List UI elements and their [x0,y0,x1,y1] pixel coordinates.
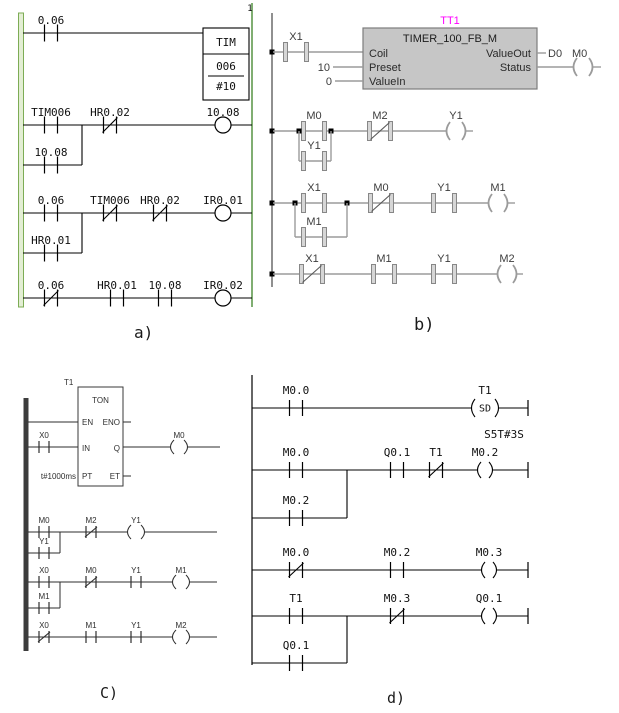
contact-label: Y1 [131,566,141,575]
contact-bar [302,122,306,141]
contact-bar [368,122,372,141]
ton-output-port: Q [113,444,120,453]
contact-label: X0 [39,621,49,630]
contact-label: M1 [376,253,392,265]
tim-operand: #10 [216,80,236,93]
contact-label: M0.0 [282,546,310,559]
contact-label: M0.2 [282,494,310,507]
output-coil [482,608,486,624]
annotation-text: t#1000ms [40,472,76,481]
sd-timer-coil [495,399,499,417]
fb-input-port: Preset [369,62,401,74]
coil-label: 10.08 [206,106,240,119]
contact-label: M2 [372,110,388,122]
contact-label: M2 [85,516,97,525]
contact-label: T1 [289,592,303,605]
contact-label: X0 [39,431,49,440]
output-coil [478,462,482,478]
contact-label: Y1 [39,537,49,546]
contact-label: M0.0 [282,446,310,459]
coil-label: M1 [490,182,506,194]
annotation-text: 0 [325,76,332,88]
output-coil [173,630,177,644]
output-coil [128,525,132,539]
diagram-b-fb-ladder [270,13,602,287]
coil-label: IR0.02 [203,279,243,292]
annotation-text: S5T#3S [484,428,524,441]
contact-label: M1 [306,216,322,228]
contact-label: X1 [307,182,321,194]
coil-label: T1 [478,384,492,397]
contact-label: M0 [306,110,322,122]
contact-label: 0.06 [37,194,65,207]
output-coil [462,122,466,140]
coil-label: M0 [173,431,185,440]
contact-label: HR0.01 [97,279,137,292]
fb-output-port: ValueOut [485,48,531,60]
contact-label: M0.3 [383,592,411,605]
annotation-text: T1 [64,378,74,387]
output-coil [482,562,486,578]
contact-label: HR0.02 [140,194,180,207]
contact-label: 0.06 [37,14,65,27]
contact-label: 10.08 [148,279,182,292]
power-rail [19,13,24,307]
contact-label: M1 [85,621,97,630]
ton-input-port: IN [82,444,90,453]
output-coil [493,608,497,624]
contact-bar [372,265,376,284]
contact-label: Y1 [437,253,451,265]
contact-bar [432,194,436,213]
contact-bar [302,152,306,171]
contact-label: M0 [373,182,389,194]
fb-output-port: Status [499,62,531,74]
contact-bar [300,265,304,284]
contact-label: Y1 [131,621,141,630]
contact-bar [284,43,288,62]
contact-label: T1 [429,446,443,459]
contact-label: M0 [38,516,50,525]
output-coil [186,575,190,589]
output-coil [186,630,190,644]
coil-label: M0.2 [471,446,499,459]
contact-bar [389,122,393,141]
output-coil [141,525,145,539]
contact-label: Q0.1 [383,446,411,459]
output-coil [504,194,508,212]
output-coil [589,58,593,76]
annotation-text: 10 [317,62,330,74]
diagram-c-ton-ladder [24,378,221,651]
contact-label: M1 [38,592,50,601]
contact-bar [323,122,327,141]
contact-bar [453,194,457,213]
diagram-d-s7-ladder [252,375,528,671]
output-coil [498,265,502,283]
output-coil [215,117,231,133]
contact-bar [323,152,327,171]
contact-bar [432,265,436,284]
fb-input-port: Coil [369,48,388,60]
tim-operand: 006 [216,60,236,73]
ton-input-port: PT [82,472,93,481]
contact-bar [453,265,457,284]
contact-bar [305,43,309,62]
power-rail [24,398,29,651]
diagram-a-omron-ladder [19,3,253,307]
caption-b: b) [414,315,435,335]
ton-title: TON [92,396,109,405]
coil-label: M2 [175,621,187,630]
contact-label: Q0.1 [282,639,310,652]
output-coil [574,58,578,76]
contact-label: HR0.02 [90,106,130,119]
coil-label: IR0.01 [203,194,243,207]
output-coil [171,440,175,454]
contact-label: TIM006 [90,194,130,207]
coil-label: M2 [499,253,515,265]
caption-a: a) [134,323,154,342]
fb-title: TIMER_100_FB_M [402,33,498,45]
sd-timer-coil [472,399,476,417]
output-coil [489,462,493,478]
output-coil [493,562,497,578]
contact-label: X0 [39,566,49,575]
contact-label: 10.08 [34,146,68,159]
contact-bar [393,265,397,284]
contact-bar [369,194,373,213]
coil-label: Q0.1 [475,592,503,605]
fb-input-port: ValueIn [369,76,406,88]
coil-label: M0.3 [475,546,503,559]
contact-label: 0.06 [37,279,65,292]
output-coil [513,265,517,283]
output-coil [215,205,231,221]
ton-output-port: ENO [102,418,120,427]
output-coil [215,290,231,306]
contact-label: M0 [85,566,97,575]
contact-label: TIM006 [31,106,71,119]
contact-bar [302,228,306,247]
contact-label: Y1 [437,182,451,194]
output-coil [447,122,451,140]
coil-label: Y1 [131,516,141,525]
output-coil [173,575,177,589]
fb-instance-tag: TT1 [440,15,460,27]
coil-inner-text: SD [478,403,492,415]
annotation-text: D0 [548,48,563,60]
annotation-text: M0 [572,48,588,60]
caption-c: C) [100,684,119,702]
contact-bar [390,194,394,213]
contact-label: M0.2 [383,546,411,559]
contact-bar [302,194,306,213]
output-coil [489,194,493,212]
caption-d: d) [387,689,406,707]
ton-input-port: EN [82,418,94,427]
contact-bar [323,228,327,247]
output-coil [184,440,188,454]
tim-title: TIM [216,36,236,49]
contact-label: Y1 [307,140,321,152]
contact-label: X1 [305,253,319,265]
contact-label: X1 [289,31,303,43]
contact-bar [321,265,325,284]
ton-output-port: ET [109,472,120,481]
contact-label: M0.0 [282,384,310,397]
contact-bar [323,194,327,213]
coil-label: M1 [175,566,187,575]
coil-label: Y1 [449,110,463,122]
annotation-text: 1 [247,4,253,14]
contact-label: HR0.01 [31,234,71,247]
